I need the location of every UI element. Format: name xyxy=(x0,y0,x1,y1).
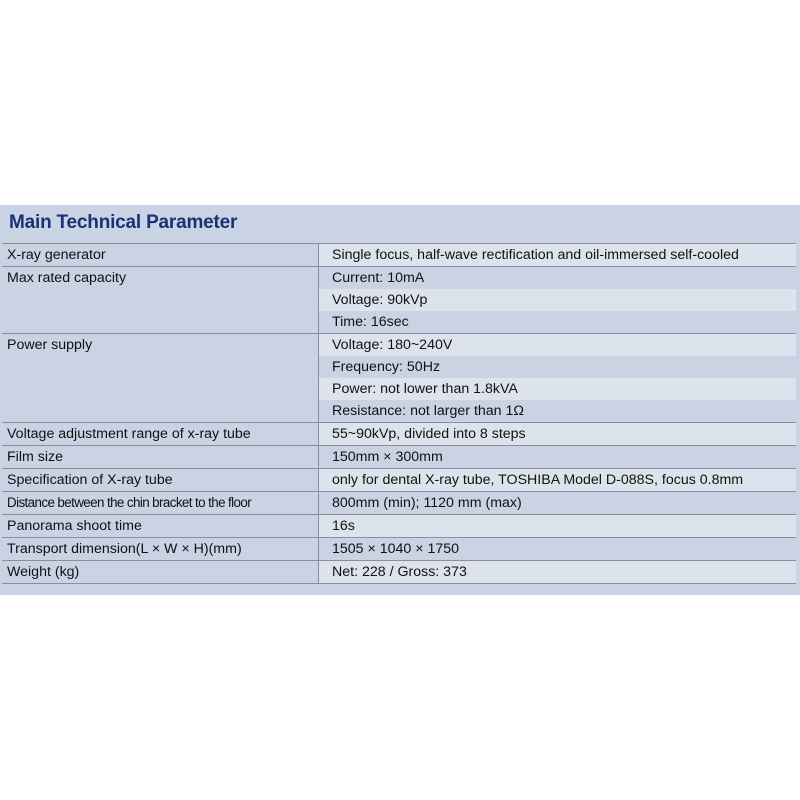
row-values xyxy=(319,538,796,560)
row-value: Voltage: 90kVp xyxy=(319,289,796,311)
table-row xyxy=(2,469,796,492)
row-value: Current: 10mA xyxy=(319,267,796,289)
row-label: Power supply xyxy=(2,334,319,422)
row-value: only for dental X-ray tube, TOSHIBA Model D-088S, focus 0.8mm xyxy=(319,469,796,491)
row-values xyxy=(319,492,796,514)
table-row xyxy=(2,243,796,267)
spec-table xyxy=(2,243,796,584)
table-row xyxy=(2,267,796,334)
table-row xyxy=(2,446,796,469)
row-value: Single focus, half-wave rectification and oil-immersed self-cooled xyxy=(319,244,796,266)
row-values xyxy=(319,334,796,422)
row-values xyxy=(319,267,796,333)
table-row xyxy=(2,538,796,561)
row-label: X-ray generator xyxy=(2,244,319,266)
row-value: Frequency: 50Hz xyxy=(319,356,796,378)
table-row xyxy=(2,423,796,446)
row-values xyxy=(319,244,796,266)
row-value: 55~90kVp, divided into 8 steps xyxy=(319,423,796,445)
row-label: Film size xyxy=(2,446,319,468)
table-row xyxy=(2,334,796,423)
row-values xyxy=(319,469,796,491)
table-row xyxy=(2,492,796,515)
row-label: Specification of X-ray tube xyxy=(2,469,319,491)
table-row xyxy=(2,515,796,538)
table-row xyxy=(2,561,796,584)
row-value: Time: 16sec xyxy=(319,311,796,333)
row-values xyxy=(319,446,796,468)
row-label: Max rated capacity xyxy=(2,267,319,333)
row-value: Voltage: 180~240V xyxy=(319,334,796,356)
row-value: 800mm (min); 1120 mm (max) xyxy=(319,492,796,514)
row-value: 16s xyxy=(319,515,796,537)
row-label: Voltage adjustment range of x-ray tube xyxy=(2,423,319,445)
row-label: Weight (kg) xyxy=(2,561,319,583)
table-title: Main Technical Parameter xyxy=(9,212,238,233)
row-value: Net: 228 / Gross: 373 xyxy=(319,561,796,583)
row-value: 1505 × 1040 × 1750 xyxy=(319,538,796,560)
row-label: Panorama shoot time xyxy=(2,515,319,537)
row-value: Power: not lower than 1.8kVA xyxy=(319,378,796,400)
row-values xyxy=(319,515,796,537)
row-value: Resistance: not larger than 1Ω xyxy=(319,400,796,422)
row-values xyxy=(319,423,796,445)
row-label: Distance between the chin bracket to the floor xyxy=(2,492,319,514)
row-label: Transport dimension(L × W × H)(mm) xyxy=(2,538,319,560)
row-values xyxy=(319,561,796,583)
row-value: 150mm × 300mm xyxy=(319,446,796,468)
